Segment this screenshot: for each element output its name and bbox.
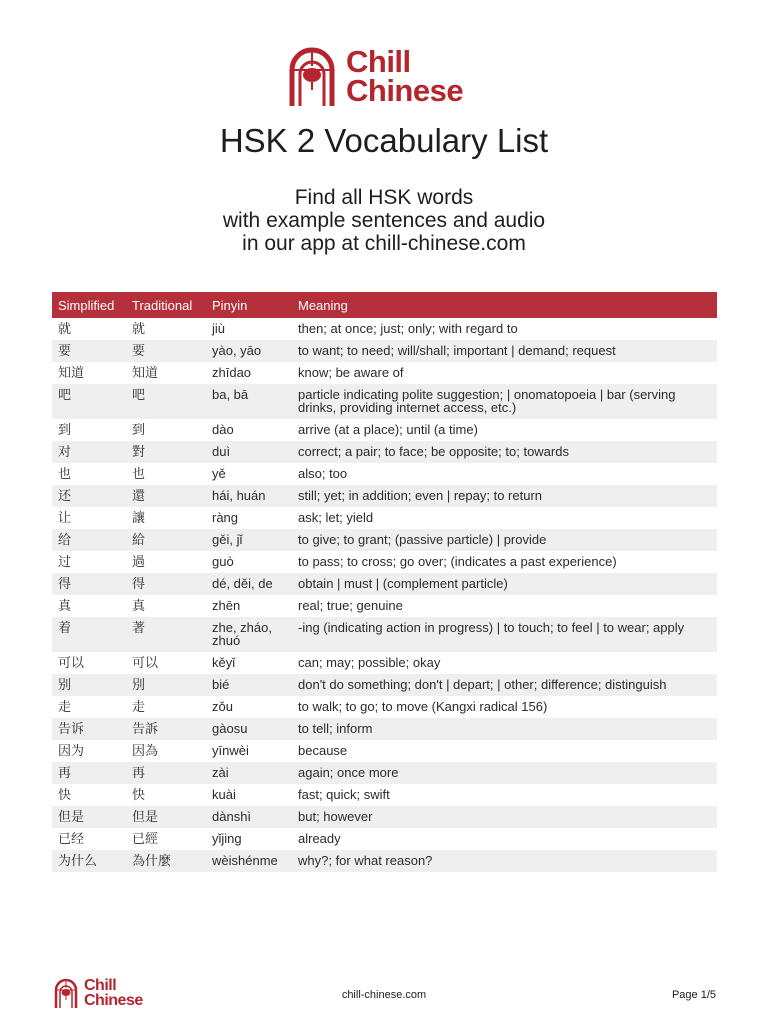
lantern-arch-icon <box>286 44 338 108</box>
cell-traditional: 對 <box>126 441 206 463</box>
tagline-line: Find all HSK words <box>294 186 474 209</box>
cell-simplified: 因为 <box>58 743 85 758</box>
table-row <box>52 573 717 595</box>
cell-pinyin: zhe, zháo, zhuó <box>206 617 292 652</box>
table-row <box>52 529 717 551</box>
cell-simplified: 吧 <box>52 384 126 419</box>
cell-pinyin: kěyǐ <box>212 655 236 670</box>
cell-traditional: 因為 <box>132 743 159 758</box>
cell-simplified: 别 <box>52 674 126 696</box>
cell-meaning: -ing (indicating action in progress) | to touch; to feel | to wear; apply <box>292 617 717 652</box>
cell-pinyin: yào, yāo <box>206 340 292 362</box>
header-pinyin: Pinyin <box>206 292 292 318</box>
cell-traditional: 知道 <box>132 365 159 380</box>
cell-simplified: 告诉 <box>52 718 126 740</box>
cell-pinyin: hái, huán <box>206 485 292 507</box>
cell-pinyin: zhēn <box>212 598 241 613</box>
cell-meaning: still; yet; in addition; even | repay; to return <box>292 485 717 507</box>
vocabulary-table <box>52 292 717 872</box>
cell-meaning: but; however <box>292 806 717 828</box>
cell-traditional: 真 <box>132 598 146 613</box>
cell-traditional: 吧 <box>126 384 206 419</box>
cell-pinyin: dànshì <box>206 806 292 828</box>
cell-meaning: also; too <box>298 466 348 481</box>
table-row <box>52 784 717 806</box>
table-row <box>52 828 717 850</box>
cell-traditional: 著 <box>126 617 206 652</box>
cell-meaning: real; true; genuine <box>298 598 403 613</box>
cell-simplified: 要 <box>52 340 126 362</box>
cell-meaning: because <box>298 743 348 758</box>
header-traditional: Traditional <box>126 292 206 318</box>
cell-pinyin: ràng <box>212 510 239 525</box>
cell-traditional: 得 <box>126 573 206 595</box>
table-row <box>52 718 717 740</box>
cell-simplified: 但是 <box>52 806 126 828</box>
cell-traditional: 可以 <box>132 655 159 670</box>
cell-traditional: 但是 <box>126 806 206 828</box>
footer-brand-line1: Chill <box>84 977 117 994</box>
page-number: Page 1/5 <box>671 989 716 1001</box>
footer-brand-line2: Chinese <box>84 992 143 1009</box>
table-row <box>52 652 717 674</box>
cell-simplified: 过 <box>58 554 72 569</box>
cell-traditional: 就 <box>132 321 146 336</box>
cell-pinyin: gàosu <box>206 718 292 740</box>
cell-pinyin: yǐjing <box>212 831 242 846</box>
cell-meaning: arrive (at a place); until (a time) <box>298 422 478 437</box>
table-row <box>52 441 717 463</box>
cell-pinyin: dé, děi, de <box>206 573 292 595</box>
tagline-line: in our app at chill-chinese.com <box>242 232 526 255</box>
cell-meaning: to walk; to go; to move (Kangxi radical 156) <box>298 699 548 714</box>
tagline <box>0 186 768 255</box>
cell-simplified: 还 <box>52 485 126 507</box>
cell-simplified: 走 <box>58 699 72 714</box>
footer-url[interactable]: chill-chinese.com <box>341 989 427 1001</box>
cell-traditional: 給 <box>126 529 206 551</box>
cell-simplified: 为什么 <box>52 850 126 872</box>
table-row <box>52 507 717 529</box>
cell-meaning: why?; for what reason? <box>292 850 717 872</box>
table-row <box>52 762 717 784</box>
cell-pinyin: ba, bā <box>206 384 292 419</box>
page-title: HSK 2 Vocabulary List <box>219 122 549 159</box>
cell-traditional: 還 <box>126 485 206 507</box>
cell-pinyin: jiù <box>212 321 226 336</box>
cell-simplified: 让 <box>58 510 72 525</box>
cell-pinyin: dào <box>212 422 234 437</box>
cell-simplified: 到 <box>58 422 72 437</box>
cell-meaning: particle indicating polite suggestion; | onomatopoeia | bar (serving drinks, providing internet access, etc.) <box>292 384 717 419</box>
cell-traditional: 已經 <box>132 831 159 846</box>
cell-meaning: ask; let; yield <box>298 510 374 525</box>
cell-meaning: to pass; to cross; go over; (indicates a past experience) <box>298 554 617 569</box>
table-row <box>52 595 717 617</box>
cell-meaning: don't do something; don't | depart; | other; difference; distinguish <box>292 674 717 696</box>
table-row <box>52 318 717 340</box>
cell-pinyin: zhīdao <box>212 365 252 380</box>
cell-traditional: 過 <box>132 554 146 569</box>
tagline-line: with example sentences and audio <box>222 209 546 232</box>
cell-meaning: can; may; possible; okay <box>298 655 441 670</box>
brand-line1: Chill <box>346 44 411 79</box>
cell-meaning: correct; a pair; to face; be opposite; to; towards <box>292 441 717 463</box>
cell-simplified: 给 <box>52 529 126 551</box>
cell-traditional: 別 <box>126 674 206 696</box>
table-row <box>52 850 717 872</box>
table-header-row <box>52 292 717 318</box>
table-row <box>52 485 717 507</box>
cell-meaning: fast; quick; swift <box>298 787 390 802</box>
cell-simplified: 着 <box>52 617 126 652</box>
cell-traditional: 告訴 <box>126 718 206 740</box>
cell-simplified: 就 <box>58 321 72 336</box>
cell-meaning: already <box>298 831 341 846</box>
cell-simplified: 可以 <box>58 655 85 670</box>
cell-pinyin: wèishénme <box>206 850 292 872</box>
table-row <box>52 740 717 762</box>
cell-pinyin: kuài <box>212 787 236 802</box>
cell-simplified: 快 <box>58 787 72 802</box>
table-row <box>52 419 717 441</box>
cell-meaning: obtain | must | (complement particle) <box>292 573 717 595</box>
cell-simplified: 真 <box>58 598 72 613</box>
cell-pinyin: gěi, jǐ <box>206 529 292 551</box>
cell-simplified: 得 <box>52 573 126 595</box>
table-body <box>52 318 717 872</box>
cell-simplified: 知道 <box>58 365 85 380</box>
cell-pinyin: yě <box>212 466 226 481</box>
cell-pinyin: zǒu <box>212 699 233 714</box>
cell-traditional: 要 <box>126 340 206 362</box>
brand-logo <box>286 44 463 108</box>
table-row <box>52 696 717 718</box>
table-row <box>52 340 717 362</box>
table-row <box>52 384 717 419</box>
cell-pinyin: duì <box>206 441 292 463</box>
cell-traditional: 再 <box>126 762 206 784</box>
cell-simplified: 已经 <box>58 831 85 846</box>
header-meaning: Meaning <box>292 292 717 318</box>
cell-meaning: to want; to need; will/shall; important | demand; request <box>292 340 717 362</box>
brand-line2: Chinese <box>346 73 464 108</box>
cell-traditional: 到 <box>132 422 146 437</box>
cell-traditional: 也 <box>132 466 146 481</box>
cell-simplified: 对 <box>52 441 126 463</box>
cell-pinyin: zài <box>206 762 292 784</box>
cell-meaning: to tell; inform <box>292 718 717 740</box>
cell-traditional: 讓 <box>132 510 146 525</box>
cell-traditional: 快 <box>132 787 146 802</box>
cell-simplified: 再 <box>52 762 126 784</box>
cell-pinyin: guò <box>212 554 234 569</box>
header-simplified: Simplified <box>52 292 126 318</box>
table-row <box>52 674 717 696</box>
cell-pinyin: yīnwèi <box>212 743 249 758</box>
cell-meaning: to give; to grant; (passive particle) | provide <box>292 529 717 551</box>
table-row <box>52 463 717 485</box>
table-row <box>52 551 717 573</box>
table-row <box>52 806 717 828</box>
cell-traditional: 為什麼 <box>126 850 206 872</box>
table-row <box>52 362 717 384</box>
cell-meaning: again; once more <box>292 762 717 784</box>
table-row <box>52 617 717 652</box>
cell-meaning: know; be aware of <box>298 365 404 380</box>
cell-pinyin: bié <box>206 674 292 696</box>
cell-meaning: then; at once; just; only; with regard to <box>298 321 518 336</box>
cell-simplified: 也 <box>58 466 72 481</box>
cell-traditional: 走 <box>132 699 146 714</box>
